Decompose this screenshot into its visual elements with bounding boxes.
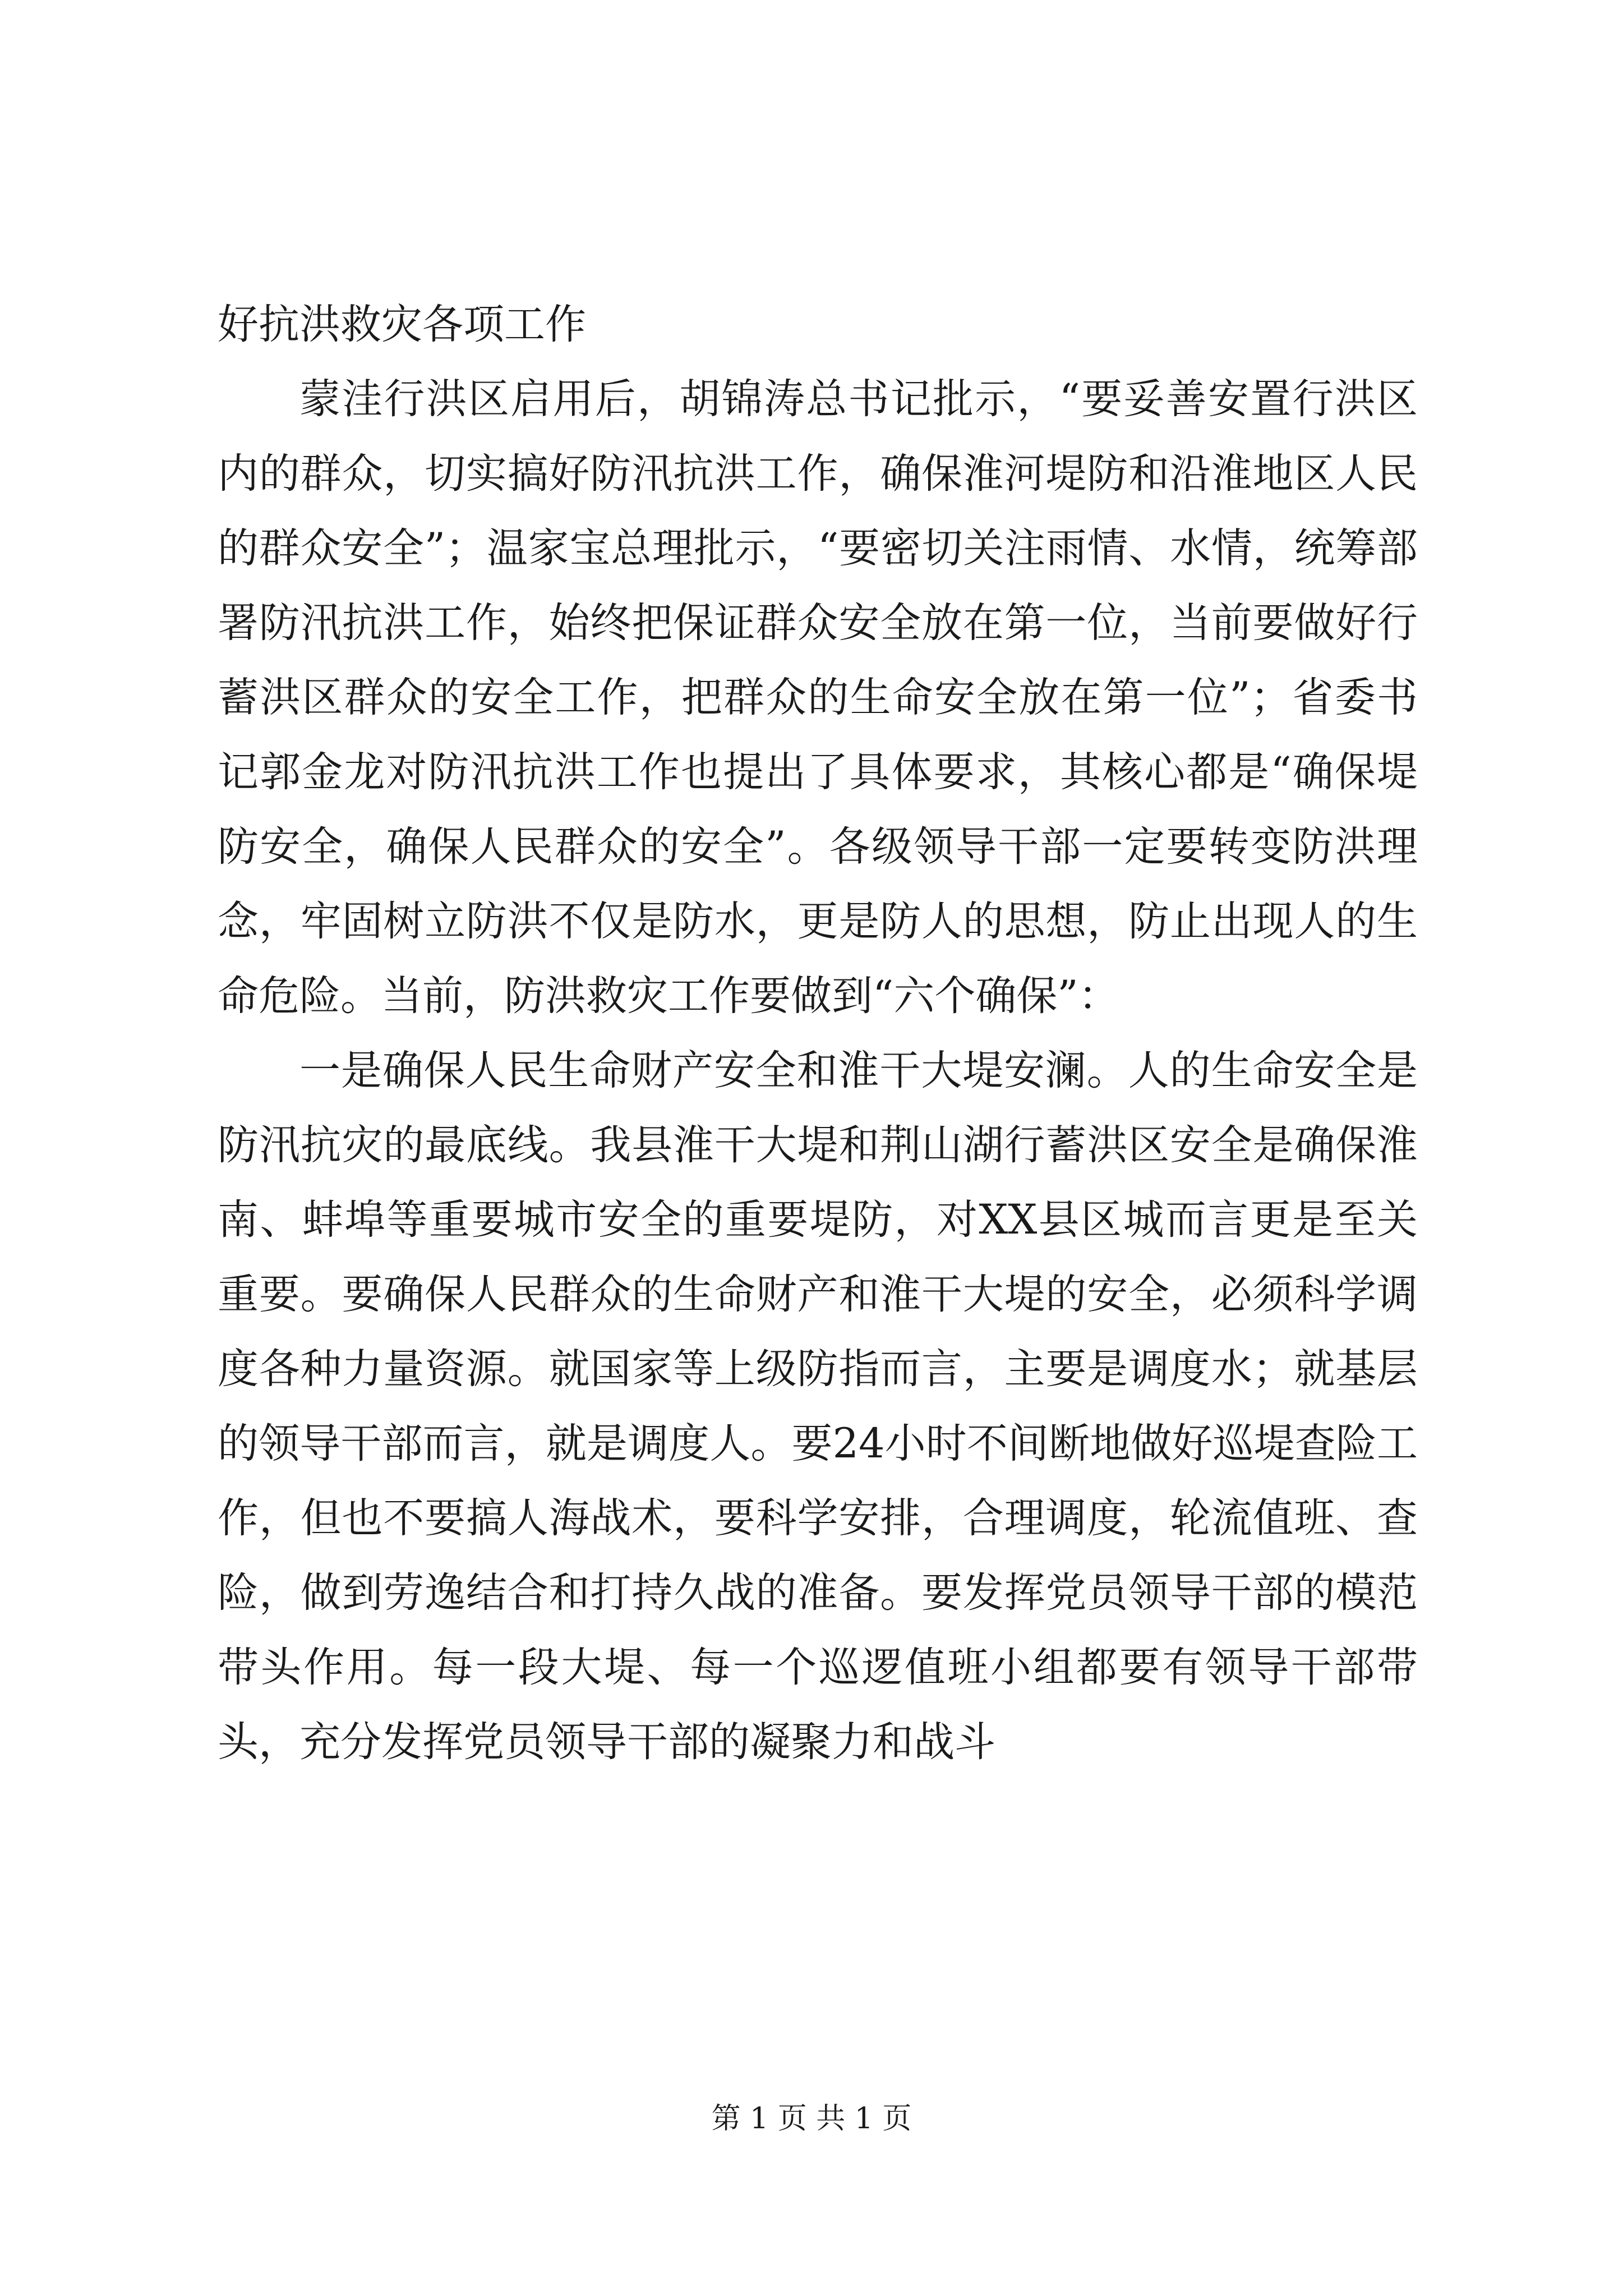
continuation-line: 好抗洪救灾各项工作 bbox=[218, 301, 586, 348]
document-body bbox=[218, 287, 1418, 1779]
paragraph-first-guarantee: 一是确保人民生命财产安全和淮干大堤安澜。人的生命安全是防汛抗灾的最底线。我县淮干大堤和荆山湖行蓄洪区安全是确保淮南、蚌埠等重要城市安全的重要堤防，对XX县区城而言更是至关重要。要确保人民群众的生命财产和淮干大堤的安全，必须科学调度各种力量资源。就国家等上级防指而言，主要是调度水；就基层的领导干部而言，就是调度人。要24小时不间断地做好巡堤查险工作，但也不要搞人海战术，要科学安排，合理调度，轮流值班、查险，做到劳逸结合和打持久战的准备。要发挥党员领导干部的模范带头作用。每一段大堤、每一个巡逻值班小组都要有领导干部带头，充分发挥党员领导干部的凝聚力和战斗 bbox=[218, 1047, 1418, 1766]
paragraph-leaders-instructions: 蒙洼行洪区启用后，胡锦涛总书记批示，“要妥善安置行洪区内的群众，切实搞好防汛抗洪工作，确保淮河堤防和沿淮地区人民的群众安全”；温家宝总理批示，“要密切关注雨情、水情，统筹部署防汛抗洪工作，始终把保证群众安全放在第一位，当前要做好行蓄洪区群众的安全工作，把群众的生命安全放在第一位”；省委书记郭金龙对防汛抗洪工作也提出了具体要求，其核心都是“确保堤防安全，确保人民群众的安全”。各级领导干部一定要转变防洪理念，牢固树立防洪不仅是防水，更是防人的思想，防止出现人的生命危险。当前，防洪救灾工作要做到“六个确保”： bbox=[218, 375, 1418, 1020]
page-footer: 第 1 页 共 1 页 bbox=[711, 2102, 912, 2136]
